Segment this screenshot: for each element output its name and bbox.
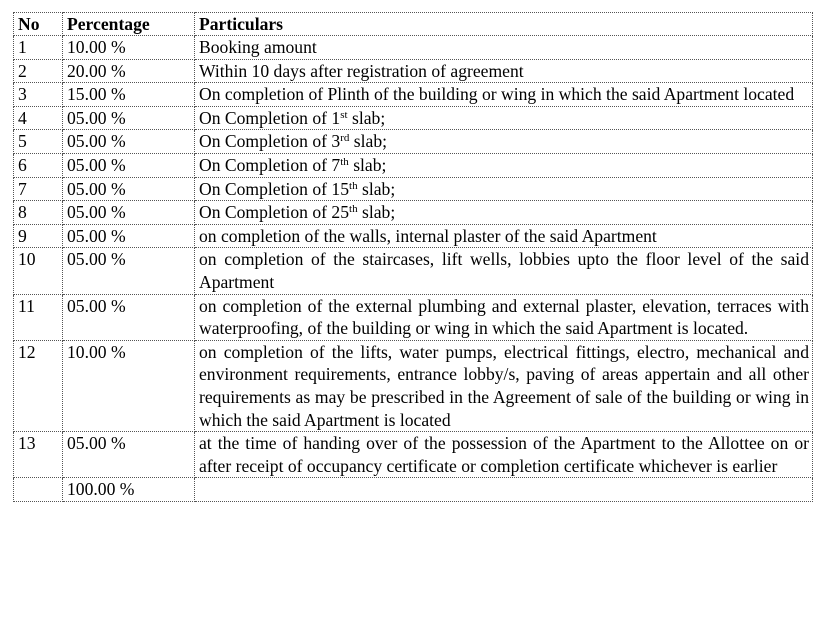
row-no: 6: [14, 153, 63, 177]
row-particulars: on completion of the walls, internal plaster of the said Apartment: [195, 224, 813, 248]
row-no: 8: [14, 201, 63, 225]
payment-schedule-table: [13, 12, 813, 502]
row-percentage: 05.00 %: [63, 294, 195, 340]
table-row: [14, 201, 813, 225]
table-header-row: [14, 13, 813, 36]
row-no: 1: [14, 36, 63, 60]
particulars-text: On Completion of 1: [199, 107, 341, 128]
row-no: 3: [14, 83, 63, 107]
row-no: 10: [14, 248, 63, 294]
table-row: [14, 83, 813, 107]
ordinal-suffix: th: [349, 179, 358, 192]
ordinal-suffix: th: [349, 203, 358, 216]
row-no: 11: [14, 294, 63, 340]
row-percentage: 05.00 %: [63, 248, 195, 294]
particulars-suffix: slab;: [357, 202, 396, 223]
row-percentage: 05.00 %: [63, 432, 195, 478]
row-particulars: on completion of the external plumbing and external plaster, elevation, terraces with waterproofing, of the building or wing in which the said Apartment is located.: [195, 294, 813, 340]
table-row: [14, 130, 813, 154]
ordinal-suffix: rd: [340, 132, 350, 145]
row-percentage: 05.00 %: [63, 177, 195, 201]
row-particulars: [195, 177, 813, 201]
particulars-suffix: slab;: [347, 107, 386, 128]
total-row: [14, 478, 813, 502]
row-percentage: 05.00 %: [63, 224, 195, 248]
total-no: [14, 478, 63, 502]
row-particulars: [195, 130, 813, 154]
particulars-suffix: slab;: [357, 178, 396, 199]
table-row: [14, 177, 813, 201]
table-row: [14, 432, 813, 478]
ordinal-suffix: th: [340, 155, 349, 168]
row-percentage: 10.00 %: [63, 340, 195, 431]
particulars-suffix: slab;: [348, 154, 387, 175]
row-particulars: on completion of the staircases, lift wells, lobbies upto the floor level of the said Apartment: [195, 248, 813, 294]
ordinal-suffix: st: [340, 108, 348, 121]
table-row: [14, 248, 813, 294]
table-row: [14, 340, 813, 431]
row-no: 5: [14, 130, 63, 154]
row-particulars: Within 10 days after registration of agreement: [195, 59, 813, 83]
header-no: No: [14, 13, 63, 36]
row-no: 7: [14, 177, 63, 201]
table-body: [14, 36, 813, 478]
particulars-suffix: slab;: [349, 131, 388, 152]
particulars-text: On Completion of 25: [199, 202, 350, 223]
table-row: [14, 153, 813, 177]
particulars-text: On Completion of 3: [199, 131, 341, 152]
particulars-text: On Completion of 15: [199, 178, 350, 199]
row-percentage: 10.00 %: [63, 36, 195, 60]
row-percentage: 05.00 %: [63, 201, 195, 225]
total-percentage: 100.00 %: [63, 478, 195, 502]
total-particulars: [195, 478, 813, 502]
table-row: [14, 106, 813, 130]
row-percentage: 15.00 %: [63, 83, 195, 107]
header-particulars: Particulars: [195, 13, 813, 36]
table-row: [14, 294, 813, 340]
row-no: 4: [14, 106, 63, 130]
row-no: 13: [14, 432, 63, 478]
row-no: 9: [14, 224, 63, 248]
row-percentage: 05.00 %: [63, 106, 195, 130]
row-percentage: 05.00 %: [63, 130, 195, 154]
row-particulars: [195, 201, 813, 225]
row-particulars: [195, 106, 813, 130]
row-particulars: On completion of Plinth of the building or wing in which the said Apartment located: [195, 83, 813, 107]
row-particulars: at the time of handing over of the possession of the Apartment to the Allottee on or after receipt of occupancy certificate or completion certificate whichever is earlier: [195, 432, 813, 478]
row-no: 2: [14, 59, 63, 83]
header-percentage: Percentage: [63, 13, 195, 36]
row-percentage: 20.00 %: [63, 59, 195, 83]
row-particulars: [195, 153, 813, 177]
table-row: [14, 224, 813, 248]
row-particulars: Booking amount: [195, 36, 813, 60]
table-row: [14, 36, 813, 60]
particulars-text: On Completion of 7: [199, 154, 341, 175]
row-no: 12: [14, 340, 63, 431]
row-percentage: 05.00 %: [63, 153, 195, 177]
row-particulars: on completion of the lifts, water pumps, electrical fittings, electro, mechanical and environment requirements, entrance lobby/s, paving of areas appertain and all other requirements as may be prescribed in the Agreement of sale of the building or wing in which the said Apartment is located: [195, 340, 813, 431]
table-row: [14, 59, 813, 83]
